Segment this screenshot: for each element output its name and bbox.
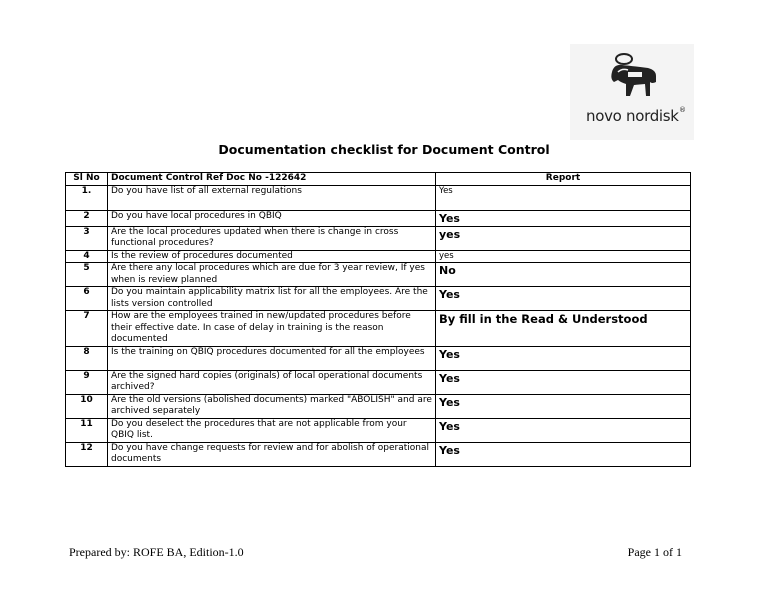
row-report: yes bbox=[436, 226, 691, 250]
row-report: Yes bbox=[436, 418, 691, 442]
row-number: 2 bbox=[66, 210, 108, 226]
row-report: Yes bbox=[436, 185, 691, 210]
row-number: 11 bbox=[66, 418, 108, 442]
apis-bull-icon bbox=[604, 52, 660, 104]
row-report: yes bbox=[436, 250, 691, 263]
table-header-row bbox=[66, 173, 691, 186]
table-row bbox=[66, 394, 691, 418]
row-question: Do you have local procedures in QBIQ bbox=[108, 210, 436, 226]
row-question: Do you have change requests for review and for abolish of operational documents bbox=[108, 442, 436, 466]
table-row bbox=[66, 442, 691, 466]
row-number: 9 bbox=[66, 370, 108, 394]
table-row bbox=[66, 250, 691, 263]
table-row bbox=[66, 263, 691, 287]
row-question: Are the old versions (abolished documents) marked "ABOLISH" and are archived separately bbox=[108, 394, 436, 418]
table-row bbox=[66, 226, 691, 250]
row-report: Yes bbox=[436, 394, 691, 418]
row-question: Do you have list of all external regulations bbox=[108, 185, 436, 210]
row-report: Yes bbox=[436, 346, 691, 370]
header-report: Report bbox=[436, 173, 691, 186]
row-report: No bbox=[436, 263, 691, 287]
row-report: By fill in the Read & Understood bbox=[436, 311, 691, 347]
row-number: 5 bbox=[66, 263, 108, 287]
row-question: Do you maintain applicability matrix list for all the employees. Are the lists version controlled bbox=[108, 287, 436, 311]
row-report: Yes bbox=[436, 287, 691, 311]
row-report: Yes bbox=[436, 370, 691, 394]
row-question: How are the employees trained in new/updated procedures before their effective date. In case of delay in training is the reason documented bbox=[108, 311, 436, 347]
row-question: Are the local procedures updated when there is change in cross functional procedures? bbox=[108, 226, 436, 250]
row-report: Yes bbox=[436, 442, 691, 466]
header-sl-no: Sl No bbox=[66, 173, 108, 186]
novo-nordisk-logo bbox=[570, 44, 694, 140]
row-question: Are there any local procedures which are due for 3 year review, If yes when is review planned bbox=[108, 263, 436, 287]
page-title: Documentation checklist for Document Control bbox=[218, 142, 550, 157]
footer-prepared-by: Prepared by: ROFE BA, Edition-1.0 bbox=[69, 545, 244, 559]
table-row bbox=[66, 418, 691, 442]
table-row bbox=[66, 185, 691, 210]
row-question: Is the review of procedures documented bbox=[108, 250, 436, 263]
row-number: 8 bbox=[66, 346, 108, 370]
row-number: 4 bbox=[66, 250, 108, 263]
row-number: 3 bbox=[66, 226, 108, 250]
row-number: 1. bbox=[66, 185, 108, 210]
table-row bbox=[66, 346, 691, 370]
row-number: 6 bbox=[66, 287, 108, 311]
table-row bbox=[66, 210, 691, 226]
checklist-table bbox=[65, 172, 691, 467]
row-question: Is the training on QBIQ procedures documented for all the employees bbox=[108, 346, 436, 370]
row-question: Do you deselect the procedures that are not applicable from your QBIQ list. bbox=[108, 418, 436, 442]
header-document-control: Document Control Ref Doc No -122642 bbox=[108, 173, 436, 186]
row-number: 10 bbox=[66, 394, 108, 418]
row-number: 12 bbox=[66, 442, 108, 466]
table-row bbox=[66, 311, 691, 347]
table-row bbox=[66, 287, 691, 311]
row-question: Are the signed hard copies (originals) of local operational documents archived? bbox=[108, 370, 436, 394]
logo-wordmark: novo nordisk bbox=[586, 107, 679, 125]
table-row bbox=[66, 370, 691, 394]
row-number: 7 bbox=[66, 311, 108, 347]
footer-page-number: Page 1 of 1 bbox=[627, 545, 682, 559]
registered-mark: ® bbox=[679, 106, 686, 114]
row-report: Yes bbox=[436, 210, 691, 226]
